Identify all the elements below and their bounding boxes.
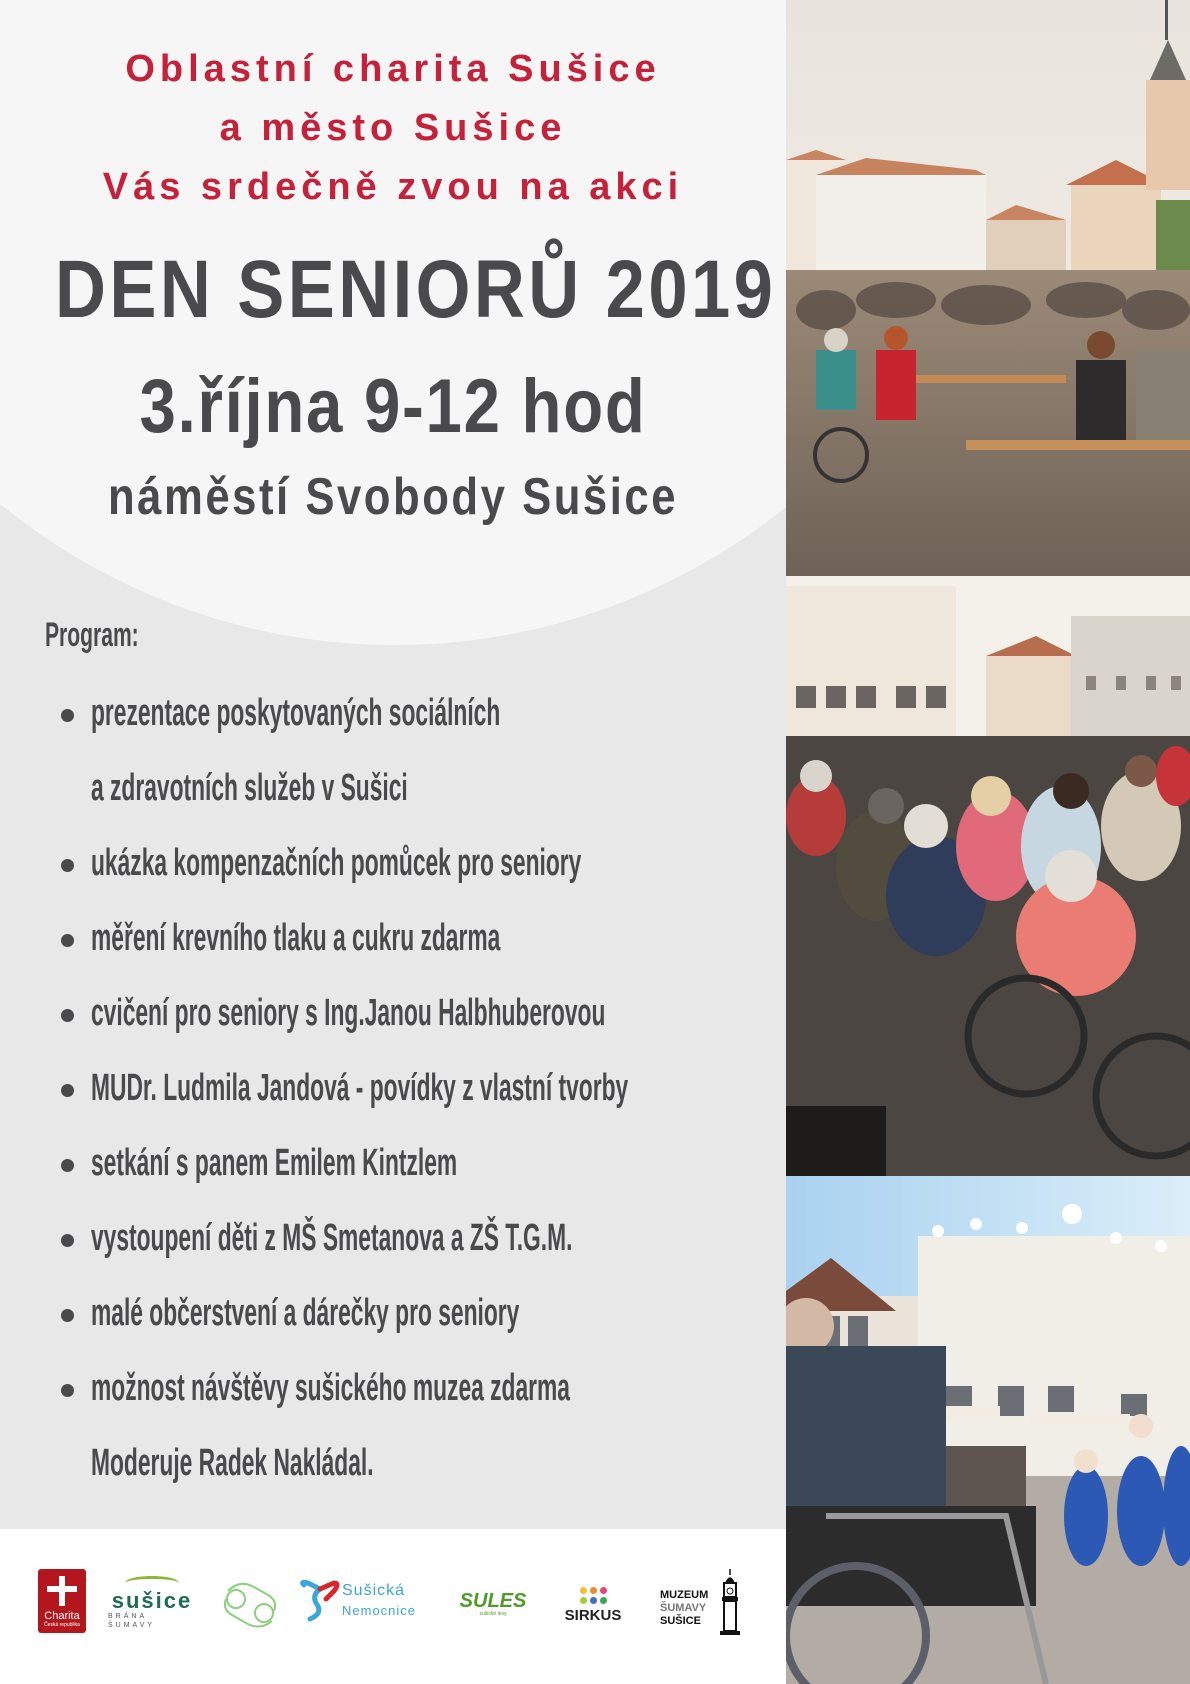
bullet-icon [61, 1234, 74, 1247]
bullet-icon [61, 709, 74, 722]
bullet-icon [61, 1384, 74, 1397]
bullet-icon [61, 934, 74, 947]
program-item: prezentace poskytovaných sociálních [45, 676, 786, 751]
bullet-icon [61, 1309, 74, 1322]
photo-image [786, 576, 1190, 1176]
intro-line-1: Oblastní charita Sušice [125, 48, 661, 90]
photo-children-performance [786, 1176, 1190, 1684]
intro-line-3: Vás srdečně zvou na akci [102, 166, 684, 208]
program-item: vystoupení děti z MŠ Smetanova a ZŠ T.G.M. [45, 1201, 786, 1276]
program-item: malé občerstvení a dárečky pro seniory [45, 1276, 786, 1351]
bullet-icon [61, 1159, 74, 1172]
heart-s-icon [298, 1579, 342, 1625]
logo-hands [220, 1577, 282, 1633]
logo-charita: Charita Česká republika [38, 1569, 86, 1633]
intro-line-2: a město Sušice [219, 107, 567, 149]
moderator-line: Moderuje Radek Nakládal. [91, 1442, 374, 1484]
logo-sules: SULES sušické lesy [459, 1590, 527, 1617]
logo-muzeum: MUZEUM ŠUMAVY SUŠICE [660, 1569, 744, 1639]
tower-icon [720, 1569, 740, 1635]
program-item-continuation: a zdravotních služeb v Sušici [91, 767, 408, 809]
invitation-text [0, 40, 786, 217]
program-item: setkání s panem Emilem Kintzlem [45, 1126, 786, 1201]
logo-nemocnice: Sušická Nemocnice [298, 1577, 438, 1627]
program-item: možnost návštěvy sušického muzea zdarma [45, 1351, 786, 1426]
photo-image [786, 0, 1190, 576]
bullet-icon [61, 1084, 74, 1097]
logo-susice: sušice BRÁNA ŠUMAVY [108, 1573, 196, 1633]
program-item: cvičení pro seniory s Ing.Janou Halbhuberovou [45, 976, 786, 1051]
event-place: náměstí Svobody Sušice [107, 468, 679, 526]
program-heading: Program: [45, 616, 139, 654]
program-item: MUDr. Ludmila Jandová - povídky z vlastní tvorby [45, 1051, 786, 1126]
event-title: DEN SENIORŮ 2019 [55, 244, 777, 335]
program-list [45, 676, 786, 1501]
bullet-icon [61, 1009, 74, 1022]
photo-image [786, 1176, 1190, 1684]
event-title-block [0, 240, 786, 340]
charita-cross-icon [47, 1576, 77, 1606]
photo-column [786, 0, 1190, 1684]
bullet-icon [61, 859, 74, 872]
event-date: 3.října 9-12 hod [139, 364, 647, 449]
sponsor-logos-footer [0, 1529, 786, 1684]
program-section [45, 612, 786, 1501]
logo-sirkus: SIRKUS [563, 1577, 623, 1633]
program-item: ukázka kompenzačních pomůcek pro seniory [45, 826, 786, 901]
colored-dots-icon [580, 1587, 607, 1594]
linked-hands-icon [220, 1577, 282, 1633]
photo-seniors-seated [786, 576, 1190, 1176]
program-item: měření krevního tlaku a cukru zdarma [45, 901, 786, 976]
photo-square-crowd [786, 0, 1190, 576]
